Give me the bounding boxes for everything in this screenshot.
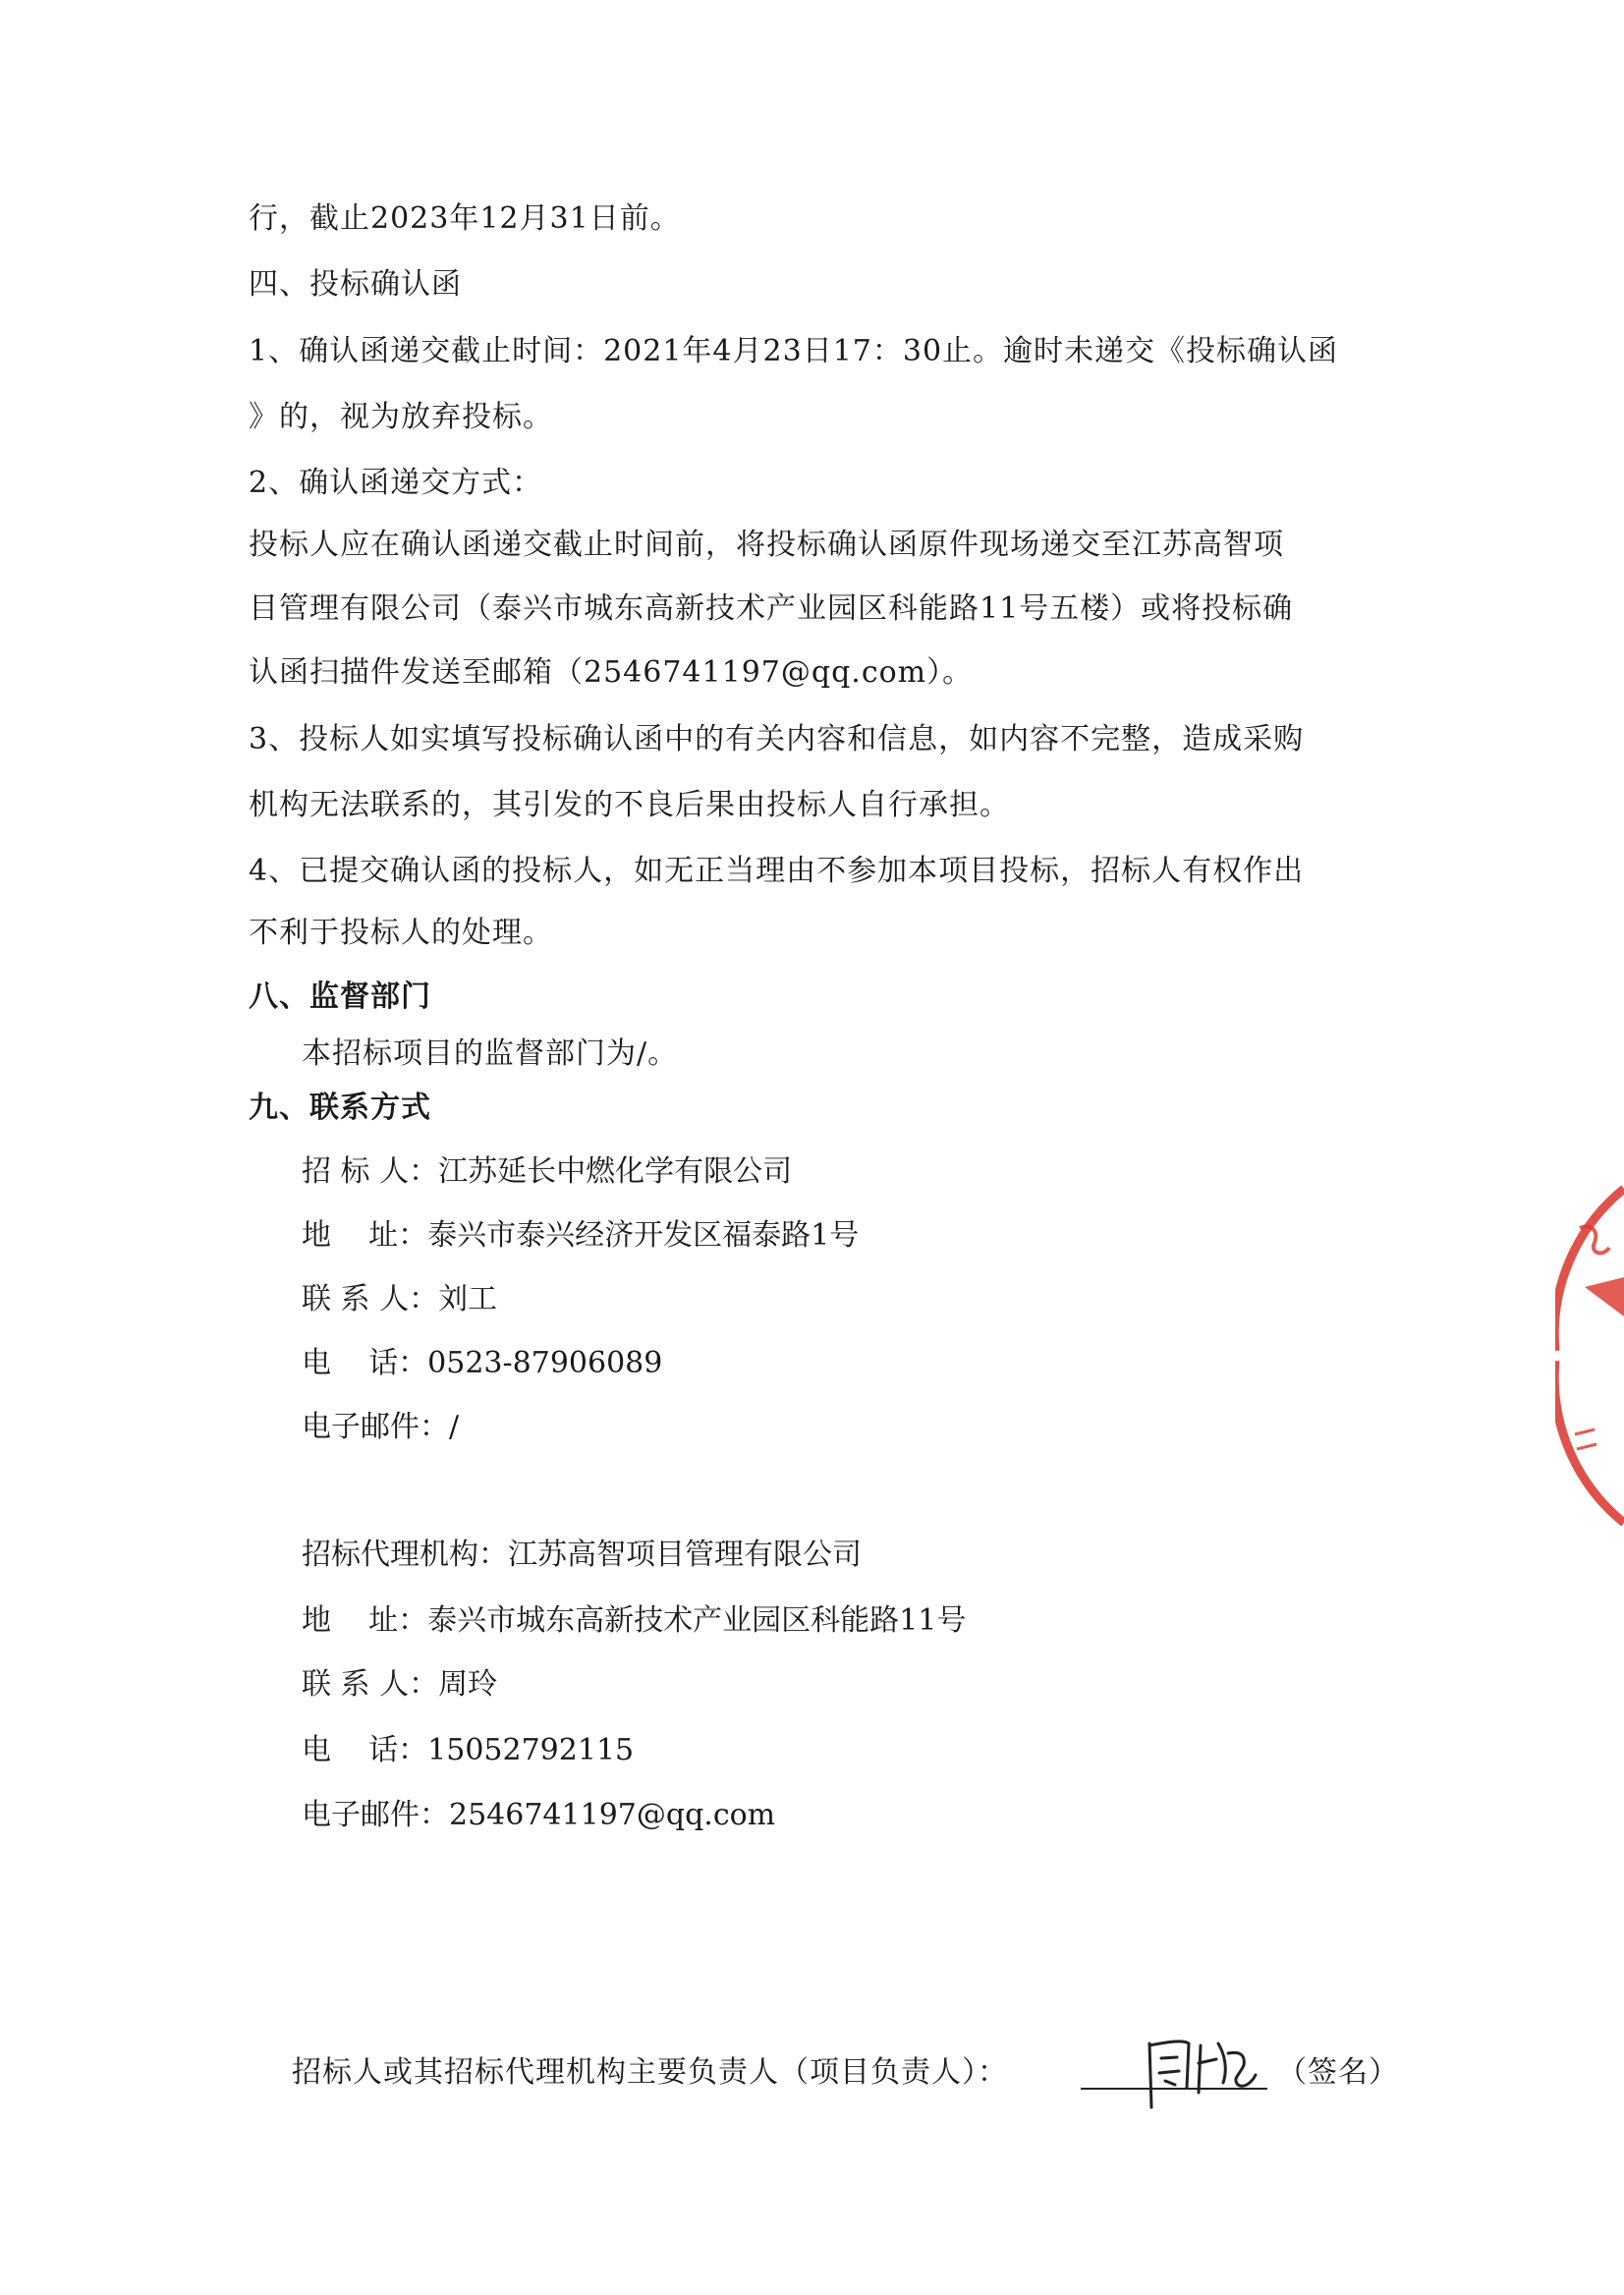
section-8-text: 本招标项目的监督部门为/。 <box>302 1036 679 1071</box>
contact-value: 15052792115 <box>427 1733 635 1767</box>
contact-label: 电子邮件： <box>302 1410 449 1444</box>
signature-label: 招标人或其招标代理机构主要负责人（项目负责人）： <box>292 2055 1008 2090</box>
contact-label: 联 系 人： <box>302 1667 439 1702</box>
contact-label: 招标代理机构： <box>302 1538 508 1572</box>
body-line-10: 机构无法联系的，其引发的不良后果由投标人自行承担。 <box>249 788 1010 822</box>
contact-label: 联 系 人： <box>302 1282 439 1316</box>
tenderer-address-row <box>302 1216 859 1256</box>
body-line-3: 1、确认函递交截止时间：2021年4月23日17：30止。逾时未递交《投标确认函 <box>249 334 1339 368</box>
contact-value: 周玲 <box>438 1667 498 1702</box>
tenderer-name-row <box>302 1152 792 1192</box>
contact-value: 刘工 <box>438 1282 498 1316</box>
contact-label: 地 址： <box>302 1218 428 1253</box>
handwritten-signature <box>1130 2024 1287 2112</box>
section-4-heading: 四、投标确认函 <box>249 267 462 302</box>
contact-value: 江苏延长中燃化学有限公司 <box>438 1154 793 1189</box>
section-9-heading: 九、联系方式 <box>249 1091 431 1125</box>
body-line-6: 投标人应在确认函递交截止时间前，将投标确认函原件现场递交至江苏高智项 <box>249 528 1284 562</box>
signature-suffix: （签名） <box>1277 2055 1399 2090</box>
agency-address-row <box>302 1601 966 1641</box>
agency-phone-row <box>302 1731 634 1770</box>
body-line-1: 行，截止2023年12月31日前。 <box>249 201 681 236</box>
tenderer-phone-row <box>302 1344 662 1383</box>
contact-value: / <box>449 1410 460 1444</box>
contact-value: 泰兴市泰兴经济开发区福泰路1号 <box>427 1218 860 1253</box>
agency-contact-row <box>302 1665 497 1705</box>
contact-label: 电 话： <box>302 1733 428 1767</box>
contact-value: 泰兴市城东高新技术产业园区科能路11号 <box>427 1603 967 1638</box>
tenderer-email-row <box>302 1408 459 1447</box>
agency-email-row <box>302 1796 775 1835</box>
tenderer-contact-row <box>302 1280 497 1319</box>
contact-label: 电 话： <box>302 1346 428 1380</box>
agency-name-row <box>302 1536 862 1575</box>
body-line-9: 3、投标人如实填写投标确认函中的有关内容和信息，如内容不完整，造成采购 <box>249 722 1305 756</box>
red-seal-stamp <box>1555 1169 1624 1542</box>
body-line-5: 2、确认函递交方式： <box>249 466 543 500</box>
contact-value: 2546741197@qq.com <box>449 1798 776 1832</box>
contact-value: 0523-87906089 <box>427 1346 663 1380</box>
contact-value: 江苏高智项目管理有限公司 <box>508 1538 862 1572</box>
contact-label: 地 址： <box>302 1603 428 1638</box>
body-line-12: 不利于投标人的处理。 <box>249 916 553 950</box>
body-line-7: 目管理有限公司（泰兴市城东高新技术产业园区科能路11号五楼）或将投标确 <box>249 591 1294 626</box>
body-line-11: 4、已提交确认函的投标人，如无正当理由不参加本项目投标，招标人有权作出 <box>249 854 1305 888</box>
body-line-8: 认函扫描件发送至邮箱（2546741197@qq.com）。 <box>249 655 974 690</box>
contact-label: 招 标 人： <box>302 1154 439 1189</box>
contact-label: 电子邮件： <box>302 1798 449 1832</box>
section-8-heading: 八、监督部门 <box>249 980 431 1014</box>
body-line-4: 》的，视为放弃投标。 <box>249 400 553 434</box>
